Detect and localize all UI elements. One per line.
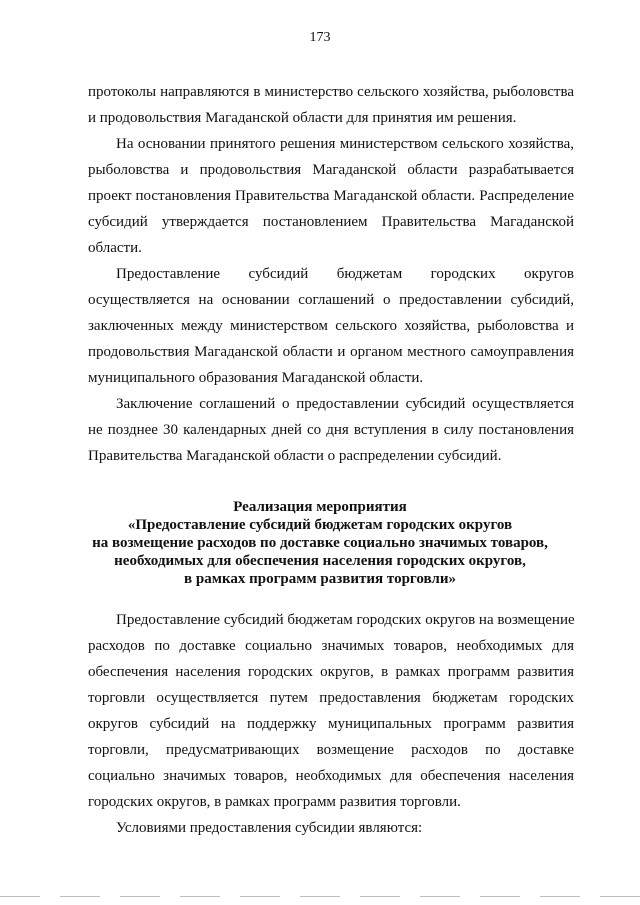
paragraph-4-line-2: не позднее 30 календарных дней со дня вступления в силу постановления bbox=[88, 422, 574, 438]
paragraph-1-line-1: протоколы направляются в министерство сельского хозяйства, рыболовства bbox=[88, 84, 574, 100]
section-paragraph-1-line-7: социально значимых товаров, необходимых для обеспечения населения bbox=[88, 768, 574, 784]
paragraph-2-line-3: проект постановления Правительства Магаданской области. Распределение bbox=[88, 188, 574, 204]
paragraph-3-line-1: Предоставление субсидий бюджетам городских округов bbox=[116, 266, 574, 282]
page-number: 173 bbox=[309, 30, 331, 45]
section-paragraph-1-line-3: обеспечения населения городских округов, в рамках программ развития bbox=[88, 664, 574, 680]
paragraph-4-line-1: Заключение соглашений о предоставлении субсидий осуществляется bbox=[116, 396, 574, 412]
section-paragraph-1-line-8: городских округов, в рамках программ развития торговли. bbox=[88, 794, 461, 810]
paragraph-1-line-2: и продовольствия Магаданской области для принятия им решения. bbox=[88, 110, 517, 126]
paragraph-2-line-5: области. bbox=[88, 240, 142, 256]
paragraph-3-line-3: заключенных между министерством сельского хозяйства, рыболовства и bbox=[88, 318, 574, 334]
paragraph-3-line-5: муниципального образования Магаданской области. bbox=[88, 370, 424, 386]
section-heading-line-5: в рамках программ развития торговли» bbox=[184, 571, 456, 587]
section-paragraph-1-line-1: Предоставление субсидий бюджетам городских округов на возмещение bbox=[116, 612, 575, 628]
paragraph-2-line-2: рыболовства и продовольствия Магаданской области разрабатывается bbox=[88, 162, 574, 178]
section-heading-line-1: Реализация мероприятия bbox=[233, 499, 407, 515]
section-paragraph-1-line-2: расходов по доставке социально значимых товаров, необходимых для bbox=[88, 638, 574, 654]
paragraph-2-line-1: На основании принятого решения министерством сельского хозяйства, bbox=[116, 136, 574, 152]
section-paragraph-2-line-1: Условиями предоставления субсидии являются: bbox=[116, 820, 423, 836]
section-heading-line-2: «Предоставление субсидий бюджетам городских округов bbox=[127, 517, 513, 533]
section-paragraph-1-line-4: торговли осуществляется путем предоставления бюджетам городских bbox=[88, 690, 574, 706]
section-heading-line-4: необходимых для обеспечения населения городских округов, bbox=[114, 553, 526, 569]
paragraph-4-line-3: Правительства Магаданской области о распределении субсидий. bbox=[88, 448, 502, 464]
section-paragraph-1-line-6: торговли, предусматривающих возмещение расходов по доставке bbox=[88, 742, 574, 758]
section-paragraph-1-line-5: округов субсидий на поддержку муниципальных программ развития bbox=[88, 716, 574, 732]
section-heading-line-3: на возмещение расходов по доставке социально значимых товаров, bbox=[92, 535, 548, 551]
scan-bottom-edge bbox=[0, 896, 640, 897]
paragraph-3-line-4: продовольствия Магаданской области и органом местного самоуправления bbox=[88, 344, 574, 360]
paragraph-2-line-4: субсидий утверждается постановлением Правительства Магаданской bbox=[88, 214, 574, 230]
paragraph-3-line-2: осуществляется на основании соглашений о предоставлении субсидий, bbox=[88, 292, 574, 308]
